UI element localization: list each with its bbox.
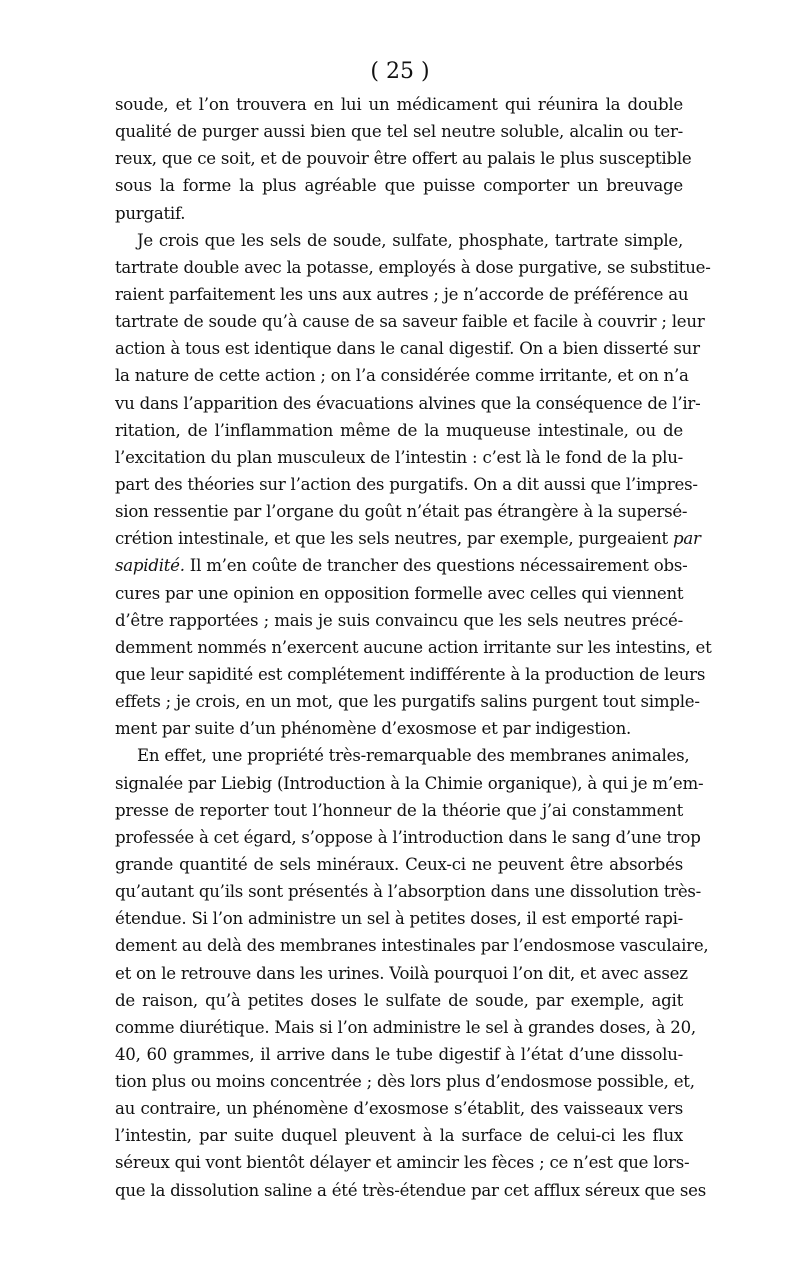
text-line: tion plus ou moins concentrée ; dès lors plus d’endosmose possible, et, xyxy=(115,1072,695,1092)
text-line: que leur sapidité est complétement indifférente à la production de leurs xyxy=(115,664,706,684)
text-line: ritation, de l’inflammation même de la muqueuse intestinale, ou de xyxy=(115,420,683,440)
page-number-header: ( 25 ) xyxy=(370,59,430,84)
text-line: part des théories sur l’action des purgatifs. On a dit aussi que l’impres- xyxy=(115,474,698,494)
text-line: purgatif. xyxy=(115,203,186,223)
text-line: cures par une opinion en opposition formelle avec celles qui viennent xyxy=(115,583,684,603)
text-line: soude, et l’on trouvera en lui un médicament qui réunira la double xyxy=(115,95,683,114)
text-line: tartrate de soude qu’à cause de sa saveur faible et facile à couvrir ; leur xyxy=(115,312,705,332)
text-line: action à tous est identique dans le canal digestif. On a bien disserté sur xyxy=(115,339,700,359)
text-line: qu’autant qu’ils sont présentés à l’absorption dans une dissolution très- xyxy=(115,882,702,902)
text-line: que la dissolution saline a été très-étendue par cet afflux séreux que ses xyxy=(115,1180,706,1200)
italic-text: sapidité. xyxy=(115,556,185,576)
text-line: la nature de cette action ; on l’a considérée comme irritante, et on n’a xyxy=(115,366,689,386)
text-line: effets ; je crois, en un mot, que les purgatifs salins purgent tout simple- xyxy=(115,692,700,712)
text-line: ment par suite d’un phénomène d’exosmose et par indigestion. xyxy=(115,719,632,739)
text-line: presse de reporter tout l’honneur de la théorie que j’ai constamment xyxy=(115,800,683,820)
text-line: dement au delà des membranes intestinales par l’endosmose vasculaire, xyxy=(115,936,709,956)
text-line: étendue. Si l’on administre un sel à petites doses, il est emporté rapi- xyxy=(115,909,683,929)
text-line: Je crois que les sels de soude, sulfate, phosphate, tartrate simple, xyxy=(137,230,683,250)
text-line: séreux qui vont bientôt délayer et amincir les fèces ; ce n’est que lors- xyxy=(115,1153,690,1173)
text-line: En effet, une propriété très-remarquable des membranes animales, xyxy=(137,746,690,766)
text-line: de raison, qu’à petites doses le sulfate de soude, par exemple, agit xyxy=(115,990,683,1010)
text-line: comme diurétique. Mais si l’on administre le sel à grandes doses, à 20, xyxy=(115,1017,696,1037)
text-line: qualité de purger aussi bien que tel sel neutre soluble, alcalin ou ter- xyxy=(115,122,683,142)
text-line: reux, que ce soit, et de pouvoir être offert au palais le plus susceptible xyxy=(115,149,692,169)
text-line: l’intestin, par suite duquel pleuvent à la surface de celui-ci les flux xyxy=(115,1126,683,1146)
text-line: demment nommés n’exercent aucune action irritante sur les intestins, et xyxy=(115,637,712,657)
text-line: d’être rapportées ; mais je suis convaincu que les sels neutres précé- xyxy=(115,610,683,630)
text-line: et on le retrouve dans les urines. Voilà pourquoi l’on dit, et avec assez xyxy=(115,963,688,983)
italic-text: par xyxy=(673,529,701,549)
body-text xyxy=(115,91,712,1204)
text-line: sous la forme la plus agréable que puisse comporter un breuvage xyxy=(115,176,683,196)
text-line: grande quantité de sels minéraux. Ceux-ci ne peuvent être absorbés xyxy=(115,854,683,874)
text-line: professée à cet égard, s’oppose à l’introduction dans le sang d’une trop xyxy=(115,827,701,847)
text-line: au contraire, un phénomène d’exosmose s’établit, des vaisseaux vers xyxy=(115,1099,683,1119)
text-line: crétion intestinale, et que les sels neutres, par exemple, purgeaient par xyxy=(115,529,701,549)
text-line: raient parfaitement les uns aux autres ; je n’accorde de préférence au xyxy=(115,284,689,304)
text-line: sapidité. Il m’en coûte de trancher des questions nécessairement obs- xyxy=(115,556,688,576)
text-line: 40, 60 grammes, il arrive dans le tube digestif à l’état d’une dissolu- xyxy=(115,1044,683,1064)
text-line: signalée par Liebig (Introduction à la Chimie organique), à qui je m’em- xyxy=(115,773,704,793)
text-line: vu dans l’apparition des évacuations alvines que la conséquence de l’ir- xyxy=(115,393,701,413)
text-line: l’excitation du plan musculeux de l’intestin : c’est là le fond de la plu- xyxy=(115,447,683,467)
text-line: sion ressentie par l’organe du goût n’était pas étrangère à la supersé- xyxy=(115,502,688,522)
text-line: tartrate double avec la potasse, employés à dose purgative, se substitue- xyxy=(115,257,711,277)
